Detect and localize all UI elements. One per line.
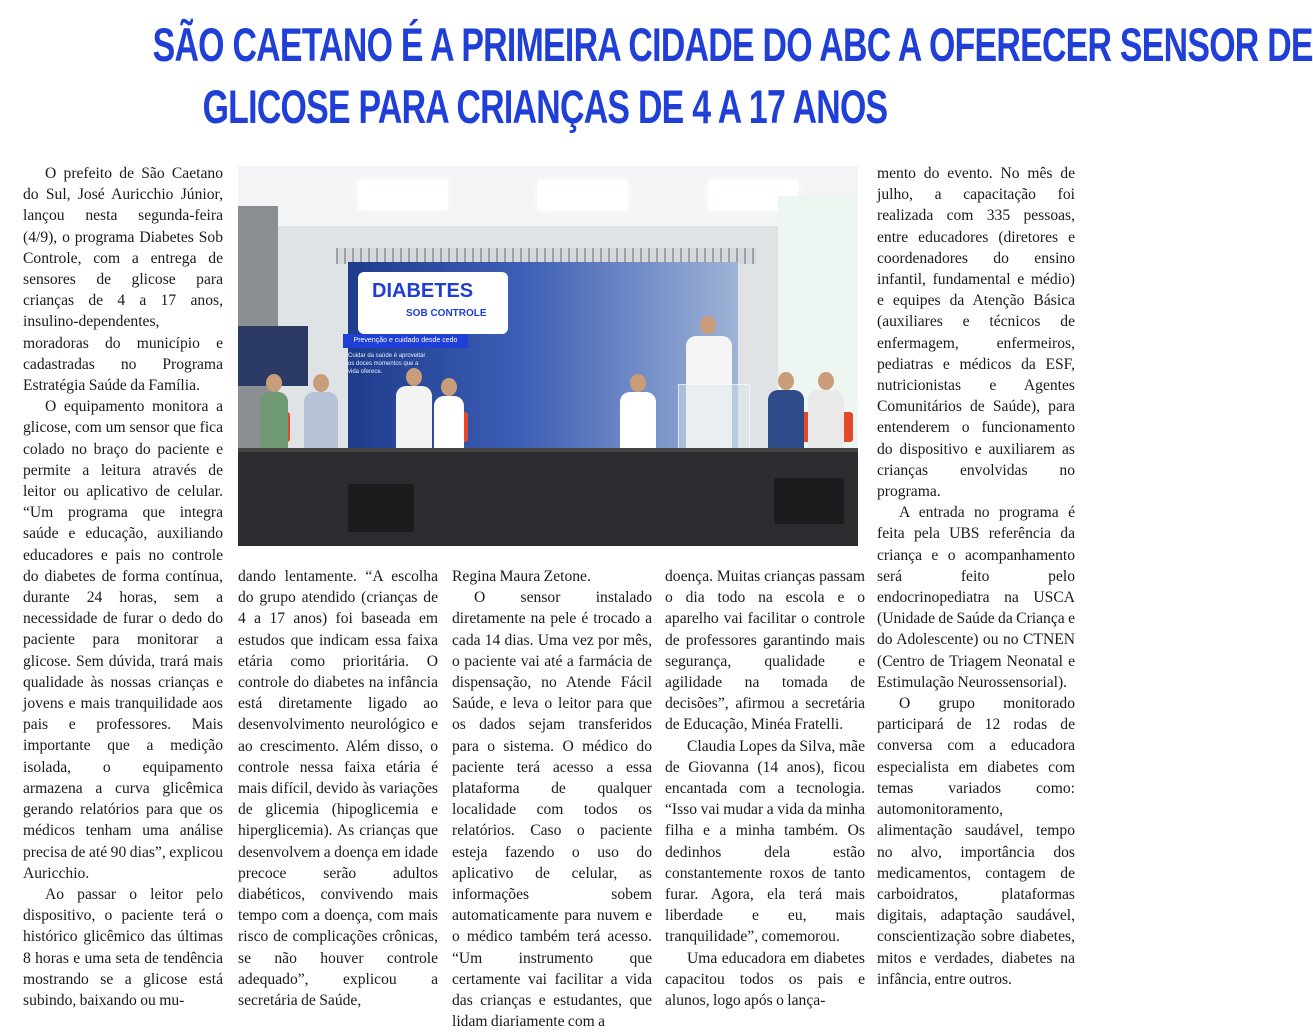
paragraph: O equipamento monitora a glicose, com um sensor que fica colado no braço do paciente e permite a leitura através de leitor ou aplicativo de celular. “Um programa que integra saúde e educação, auxiliando educadores e pais no controle do diabetes de forma contínua, durante 24 horas, sem a necessidade de furar o dedo do paciente para monitorar a glicose. Sem dúvida, trará mais qualidade às nossas crianças e jovens e mais tranquilidade aos pais e professores. Mais importante que a medição isolada, o equipamento armazena a curva glicêmica gerando relatórios para que os médicos tenham uma análise precisa de até 90 dias”, explicou Auricchio. bbox=[23, 398, 223, 882]
paragraph: mento do evento. No mês de julho, a capacitação foi realizada com 335 pessoas, entre educadores (diretores e coordenadores do ensino infantil, fundamental e médio) e equipes da Atenção Básica (auxiliares e técnicos de enfermagem, enfermeiros, pediatras e médicos da ESF, nutricionistas e Agentes Comunitários de Saúde), para entenderem o funcionamento do dispositivo e auxiliarem as crianças envolvidas no programa. bbox=[877, 165, 1075, 501]
paragraph: Uma educadora em diabetes capacitou todos os pais e alunos, logo após o lança- bbox=[665, 949, 865, 1010]
person-head bbox=[778, 372, 794, 390]
person-head bbox=[818, 372, 834, 390]
logo-subtitle: SOB CONTROLE bbox=[406, 308, 487, 319]
paragraph: Regina Maura Zetone. bbox=[452, 568, 591, 585]
article-column-4 bbox=[665, 566, 865, 1011]
person-head bbox=[441, 378, 457, 396]
paragraph: dando lentamente. “A escolha do grupo atendido (crianças de 4 a 17 anos) foi baseada em estudos que indicam essa faixa etária como prioritária. O controle do diabetes na infância está diretamente ligado ao desenvolvimento neurológico e ao crescimento. Além disso, o controle nessa faixa etária é mais difícil, devido às variações de glicemia (hipoglicemia e hiperglicemia). As crianças que desenvolvem a doença em idade precoce serão adultos diabéticos, convivendo mais tempo com a doença, com mais risco de complicações crônicas, se não houver controle adequado”, explicou a secretária de Saúde, bbox=[238, 568, 438, 1010]
paragraph: O prefeito de São Caetano do Sul, José Auricchio Júnior, lançou nesta segunda-feira (4/9), o programa Diabetes Sob Controle, com a entrega de sensores de glicose para crianças de 4 a 17 anos, insulino-dependentes, moradoras do município e cadastradas no Programa Estratégia Saúde da Família. bbox=[23, 165, 223, 395]
speaker-head bbox=[700, 316, 716, 334]
person-head bbox=[313, 374, 329, 392]
stage-monitor-speaker bbox=[774, 478, 844, 524]
logo-title: DIABETES bbox=[372, 280, 474, 302]
paragraph: doença. Muitas crianças passam o dia todo na escola e o aparelho vai facilitar o controle de professores garantindo mais segurança, qualidade e agilidade na tomada de decisões”, afirmou a secretária de Educação, Minéa Fratelli. bbox=[665, 568, 865, 734]
event-photo bbox=[238, 166, 858, 546]
stage-floor bbox=[238, 452, 858, 546]
article-column-1 bbox=[23, 163, 223, 1011]
headline bbox=[152, 14, 1313, 138]
ceiling-light bbox=[538, 180, 628, 210]
stage-monitor-speaker bbox=[348, 484, 414, 532]
banner-text: Cuidar da saúde é aproveitar os doces momentos que a vida oferece. bbox=[348, 353, 426, 375]
paragraph: A entrada no programa é feita pela UBS referência da criança e o acompanhamento será feito pelo endocrinopediatra na USCA (Unidade de Saúde da Criança e do Adolescente) ou no CTNEN (Centro de Triagem Neonatal e Estimulação Neurossensorial). bbox=[877, 504, 1075, 691]
diabetes-logo bbox=[358, 272, 508, 334]
paragraph: O grupo monitorado participará de 12 rodas de conversa com a educadora especialista em diabetes com temas variados como: automonitoramento, alimentação saudável, tempo no alvo, importância dos medicamentos, contagem de carboidratos, plataformas digitais, adaptação saudável, conscientização sobre diabetes, mitos e verdades, diabetes na infância, entre outros. bbox=[877, 695, 1075, 988]
headline-line-1: SÃO CAETANO É A PRIMEIRA CIDADE DO ABC A OFERECER SENSOR DE bbox=[152, 18, 1313, 71]
paragraph: Ao passar o leitor pelo dispositivo, o paciente terá o histórico glicêmico das últimas 8 horas e uma seta de tendência mostrando se a glicose está subindo, baixando ou mu- bbox=[23, 885, 223, 1009]
person-head bbox=[630, 374, 646, 392]
paragraph: O sensor instalado diretamente na pele é trocado a cada 14 dias. Uma vez por mês, o paciente vai até a farmácia de dispensação, no Atende Fácil Saúde, e leva o leitor para que os dados sejam transferidos para o sistema. O médico do paciente terá acesso a essa plataforma de qualquer localidade com todos os relatórios. Caso o paciente esteja fazendo o uso do aplicativo de celular, as informações sobem automaticamente para nuvem e o médico também terá acesso. “Um instrumento que certamente vai facilitar a vida das crianças e estudantes, que lidam diariamente com a bbox=[452, 589, 652, 1031]
article-column-2 bbox=[238, 566, 438, 1011]
paragraph: Claudia Lopes da Silva, mãe de Giovanna (14 anos), ficou encantada com a tecnologia. “Isso vai mudar a vida da minha filha e a minha também. Os dedinhos dela estão constantemente roxos de tanto furar. Agora, ela terá mais liberdade e eu, mais tranquilidade”, comemorou. bbox=[665, 737, 865, 946]
article-column-3 bbox=[452, 566, 652, 1032]
article-column-5 bbox=[877, 163, 1075, 990]
person-head bbox=[406, 368, 422, 386]
banner-tagline: Prevenção e cuidado desde cedo bbox=[343, 334, 468, 348]
headline-line-2: GLICOSE PARA CRIANÇAS DE 4 A 17 ANOS bbox=[202, 80, 888, 133]
ceiling-light bbox=[358, 180, 448, 210]
person-head bbox=[266, 374, 282, 392]
